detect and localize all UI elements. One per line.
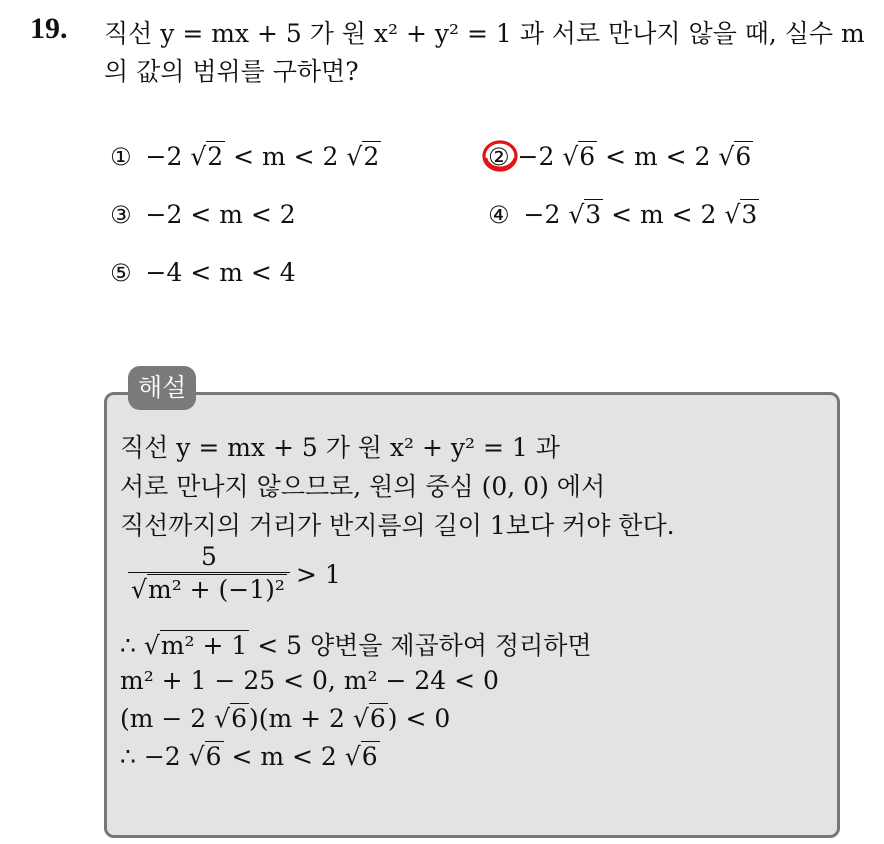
option-number: ④ (488, 201, 510, 229)
solution-line: m² + 1 − 25 < 0, m² − 24 < 0 (120, 666, 499, 695)
option-4[interactable]: ④ −2 √3 < m < 2 √3 (488, 200, 758, 229)
sqrt-icon: √2 (190, 142, 224, 171)
solution-line: 직선 y = mx + 5 가 원 x² + y² = 1 과 (120, 433, 560, 462)
option-1[interactable]: ① −2 √2 < m < 2 √2 (110, 142, 380, 171)
fraction-denominator (128, 575, 290, 604)
option-number: ⑤ (110, 259, 132, 287)
solution-line: ∴ −2 √6 < m < 2 √6 (120, 742, 378, 771)
sqrt-icon: √2 (346, 142, 380, 171)
option-3[interactable]: ③ −2 < m < 2 (110, 200, 296, 229)
option-2[interactable]: ② −2 √6 < m < 2 √6 (488, 142, 752, 171)
option-number: ① (110, 143, 132, 171)
solution-line: 서로 만나지 않으므로, 원의 중심 (0, 0) 에서 (120, 472, 606, 501)
sqrt-icon: √6 (562, 142, 596, 171)
sqrt-icon: √6 (214, 704, 247, 733)
sqrt-icon: √6 (188, 742, 222, 771)
solution-line: (m − 2 √6)(m + 2 √6) < 0 (120, 704, 451, 733)
solution-line: ∴ √m² + 1 < 5 양변을 제곱하여 정리하면 (120, 631, 592, 660)
question-number: 19. (30, 12, 68, 45)
sqrt-icon: √m² + 1 (143, 631, 248, 660)
sqrt-icon: √6 (344, 742, 378, 771)
option-number: ③ (110, 201, 132, 229)
fraction-numerator: 5 (201, 542, 217, 571)
option-number: ② (488, 143, 510, 171)
sqrt-icon: √3 (724, 200, 758, 229)
question-text-line2: 의 값의 범위를 구하면? (104, 57, 359, 86)
fraction-bar (128, 572, 290, 573)
sqrt-icon: √3 (568, 200, 602, 229)
sqrt-icon: √m² + (−1)² (131, 575, 285, 604)
question-text-line1: 직선 y = mx + 5 가 원 x² + y² = 1 과 서로 만나지 않을 때, 실수 m (104, 19, 865, 48)
sqrt-icon: √6 (718, 142, 752, 171)
solution-line: 직선까지의 거리가 반지름의 길이 1보다 커야 한다. (120, 511, 675, 540)
sqrt-icon: √6 (352, 704, 386, 733)
fraction-inequality: > 1 (296, 560, 341, 589)
option-5[interactable]: ⑤ −4 < m < 4 (110, 258, 296, 287)
solution-tag: 해설 (128, 366, 196, 410)
distance-fraction (128, 542, 290, 604)
